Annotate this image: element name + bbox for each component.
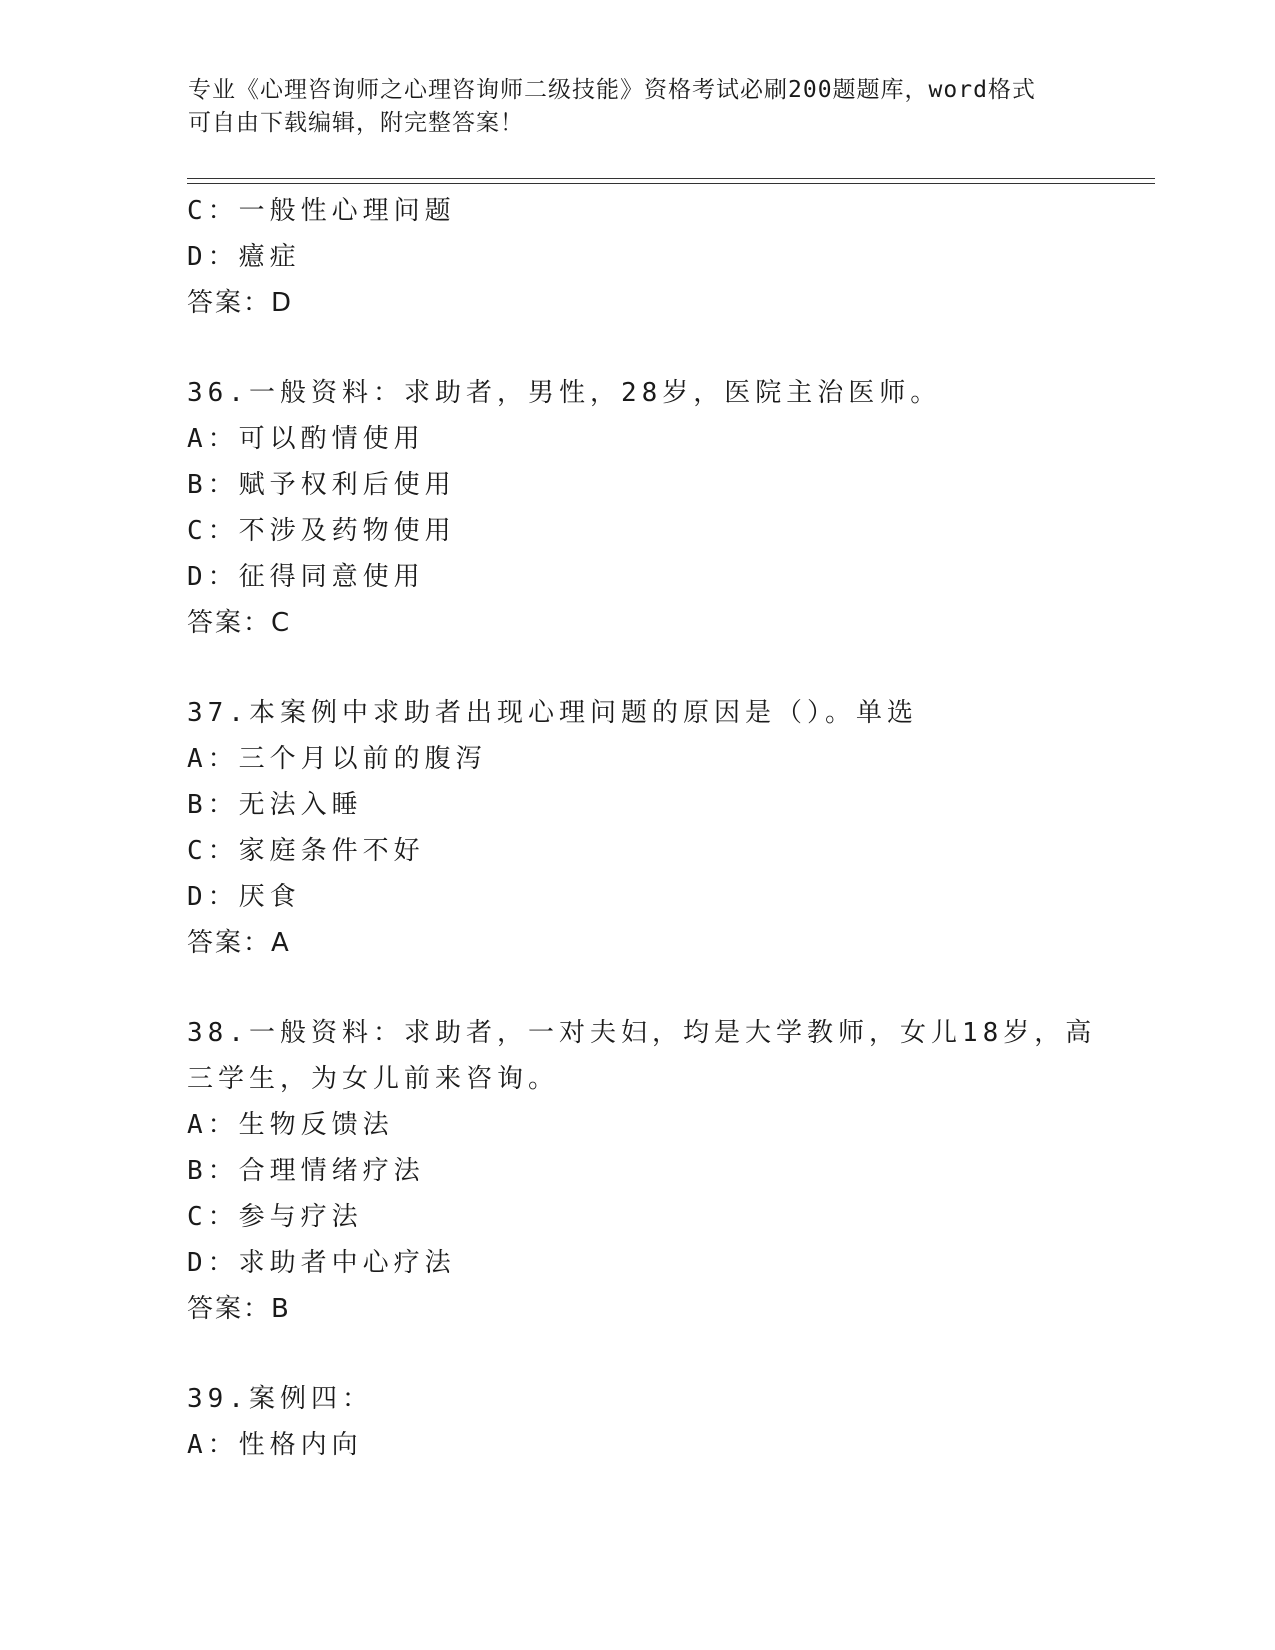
question-stem: 39.案例四： <box>187 1384 373 1414</box>
option-d: D：癔症 <box>187 242 301 272</box>
option-d: D：厌食 <box>187 882 301 912</box>
question-item <box>187 370 1107 646</box>
option-a: A：三个月以前的腹泻 <box>187 744 487 774</box>
option-d: D：求助者中心疗法 <box>187 1248 456 1278</box>
question-item <box>187 1376 1107 1468</box>
header-divider-bottom <box>187 183 1155 184</box>
option-a: A：性格内向 <box>187 1430 363 1460</box>
question-item <box>187 690 1107 966</box>
option-c: C：一般性心理问题 <box>187 196 456 226</box>
option-b: B：赋予权利后使用 <box>187 470 456 500</box>
option-c: C：参与疗法 <box>187 1202 363 1232</box>
spacer <box>187 646 1107 690</box>
question-stem: 37.本案例中求助者出现心理问题的原因是（）。单选 <box>187 698 918 728</box>
question-item <box>187 1010 1107 1332</box>
option-c: C：不涉及药物使用 <box>187 516 456 546</box>
header-line-1: 专业《心理咨询师之心理咨询师二级技能》资格考试必刷200题题库，word格式 <box>188 77 1036 103</box>
question-list <box>187 188 1107 1468</box>
question-stem: 38.一般资料：求助者，一对夫妇，均是大学教师，女儿18岁，高三学生，为女儿前来咨询。 <box>187 1018 1097 1094</box>
answer-line: 答案：D <box>187 288 294 318</box>
option-d: D：征得同意使用 <box>187 562 425 592</box>
spacer <box>187 326 1107 370</box>
document-header <box>188 74 1088 140</box>
option-a: A：生物反馈法 <box>187 1110 394 1140</box>
option-b: B：无法入睡 <box>187 790 363 820</box>
spacer <box>187 1332 1107 1376</box>
question-item <box>187 188 1107 326</box>
answer-line: 答案：B <box>187 1294 291 1324</box>
answer-line: 答案：A <box>187 928 291 958</box>
option-c: C：家庭条件不好 <box>187 836 425 866</box>
answer-line: 答案：C <box>187 608 292 638</box>
header-line-2: 可自由下载编辑，附完整答案！ <box>188 110 524 136</box>
option-a: A：可以酌情使用 <box>187 424 425 454</box>
option-b: B：合理情绪疗法 <box>187 1156 425 1186</box>
spacer <box>187 966 1107 1010</box>
question-stem: 36.一般资料：求助者，男性，28岁，医院主治医师。 <box>187 378 942 408</box>
header-divider-top <box>187 178 1155 179</box>
